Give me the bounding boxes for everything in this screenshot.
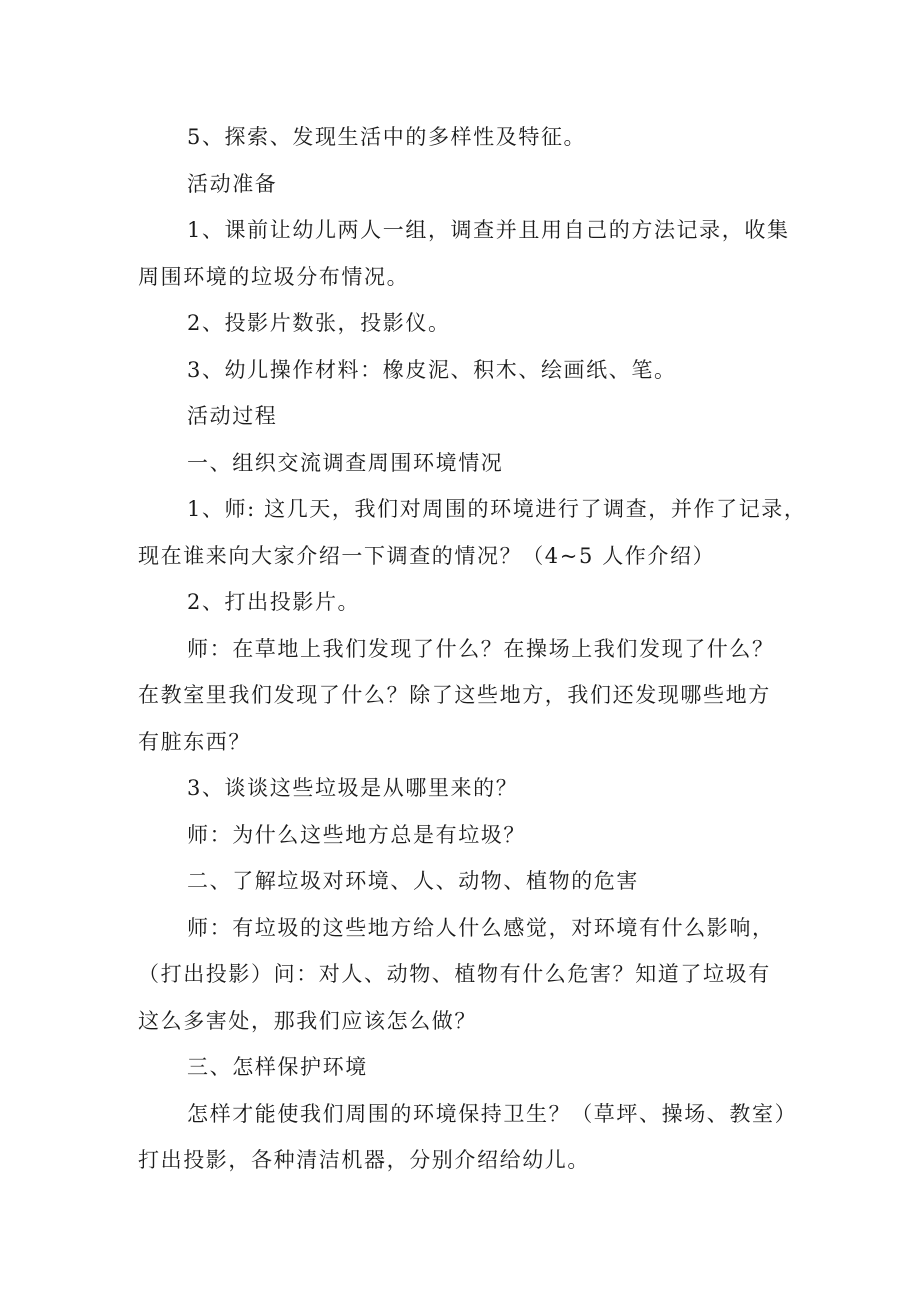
section-heading-3: 三、怎样保护环境 [187,1055,368,1079]
text-line-teacher-q3-cont: （打出投影）问：对人、动物、植物有什么危害？知道了垃圾有 [138,962,771,986]
text-line-teacher-q3-end: 这么多害处，那我们应该怎么做？ [138,1009,477,1033]
text-line-prep-3: 3、幼儿操作材料：橡皮泥、积木、绘画纸、笔。 [187,358,677,382]
text-line-prep-1: 1、课前让幼儿两人一组，调查并且用自己的方法记录，收集 [187,218,790,242]
text-line-protect-q-cont: 打出投影，各种清洁机器，分别介绍给幼儿。 [138,1148,590,1172]
text-line-teacher-q2: 师：为什么这些地方总是有垃圾？ [187,823,526,847]
text-line-prep-2: 2、投影片数张，投影仪。 [187,311,451,335]
text-line-teacher-q1-end: 有脏东西？ [138,730,251,754]
heading-activity-process: 活动过程 [187,404,278,428]
heading-activity-preparation: 活动准备 [187,172,278,196]
text-line-teacher-q3: 师：有垃圾的这些地方给人什么感觉，对环境有什么影响， [187,916,775,940]
text-line-protect-q: 怎样才能使我们周围的环境保持卫生？（草坪、操场、教室） [187,1102,798,1126]
section-heading-2: 二、了解垃圾对环境、人、动物、植物的危害 [187,869,639,893]
text-line-goal-5: 5、探索、发现生活中的多样性及特征。 [187,125,587,149]
section-heading-1: 一、组织交流调查周围环境情况 [187,451,504,475]
text-line-teacher-q1-cont: 在教室里我们发现了什么？除了这些地方，我们还发现哪些地方 [138,683,771,707]
text-line-prep-1-cont: 周围环境的垃圾分布情况。 [138,265,410,289]
text-line-teacher-q1: 师：在草地上我们发现了什么？在操场上我们发现了什么？ [187,637,775,661]
text-line-step-1: 1、师: 这几天，我们对周围的环境进行了调查，并作了记录， [187,497,807,521]
text-line-step-2: 2、打出投影片。 [187,590,361,614]
text-line-step-3: 3、谈谈这些垃圾是从哪里来的？ [187,776,519,800]
text-line-step-1-cont: 现在谁来向大家介绍一下调查的情况？（4~5 人作介绍） [138,544,716,568]
